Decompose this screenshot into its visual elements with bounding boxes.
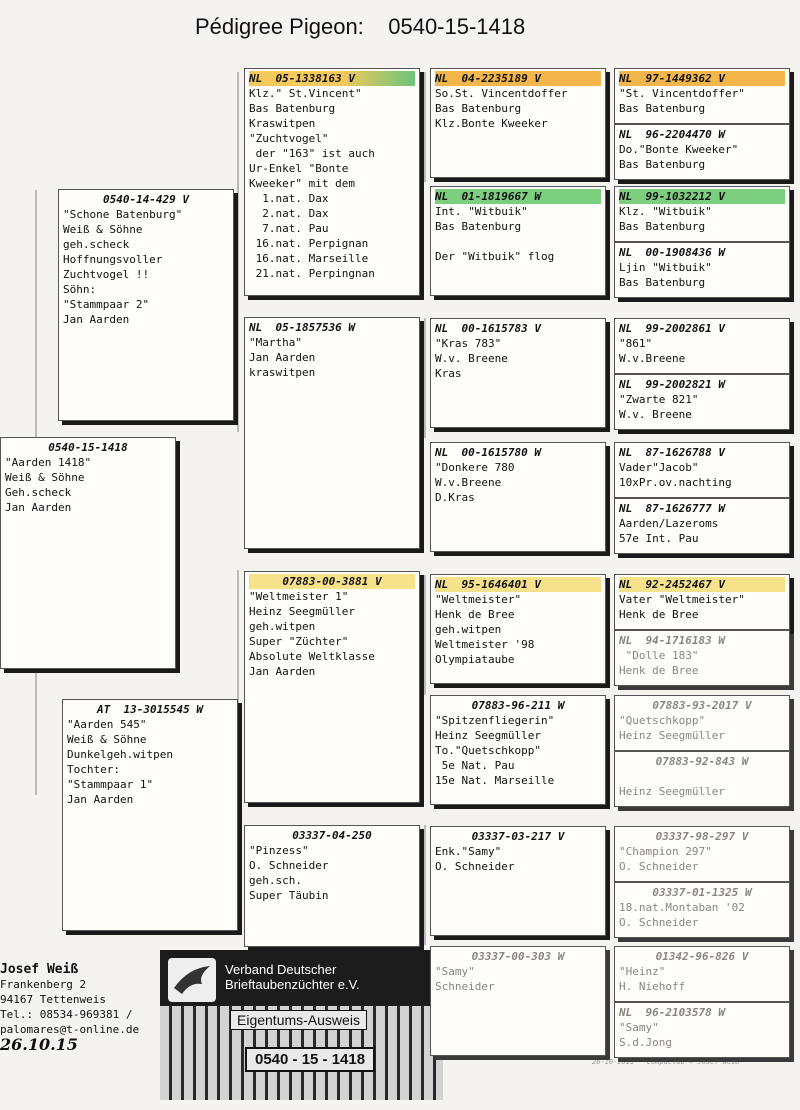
ring-number: NL 00-1615780 W — [435, 446, 541, 459]
great-grandparent-box — [430, 946, 606, 1056]
ring-number: 03337-04-250 — [292, 829, 372, 842]
info-line: 1.nat. Dax — [249, 192, 329, 205]
info-line: So.St. Vincentdoffer — [435, 87, 568, 100]
info-line: "861" — [619, 337, 653, 350]
info-line: "Champion 297" — [619, 845, 712, 858]
info-line: Super "Züchter" — [249, 635, 349, 648]
ring-number: NL 99-1032212 V — [619, 189, 785, 204]
connector-line — [424, 318, 426, 438]
info-line: Heinz Seegmüller — [619, 729, 725, 742]
info-line: 21.nat. Perpingnan — [249, 267, 375, 280]
info-line: kraswitpen — [249, 366, 316, 379]
ancestor-box — [614, 1002, 790, 1058]
info-line: 18.nat.Montaban '02 — [619, 901, 745, 914]
info-line: Heinz Seegmüller — [435, 729, 541, 742]
info-line: H. Niehoff — [619, 980, 686, 993]
info-line: Bas Batenburg — [619, 158, 706, 171]
info-line: geh.witpen — [249, 620, 316, 633]
ancestor-box — [614, 882, 790, 938]
info-line: Söhn: — [63, 283, 97, 296]
info-line: Vader"Jacob" — [619, 461, 699, 474]
ancestor-box — [614, 630, 790, 686]
card-label: Eigentums-Ausweis — [230, 1010, 367, 1030]
info-line: O. Schneider — [619, 860, 699, 873]
ring-number: AT 13-3015545 W — [97, 703, 203, 716]
great-grandparent-box — [430, 186, 606, 296]
ring-number: 03337-00-303 W — [471, 950, 565, 963]
info-line: "Quetschkopp" — [619, 714, 706, 727]
ring-number: 07883-96-211 W — [471, 699, 565, 712]
info-line: 16.nat. Perpignan — [249, 237, 369, 250]
info-line: To."Quetschkopp" — [435, 744, 541, 757]
ring-number: NL 04-2235189 V — [435, 71, 601, 86]
info-line: Bas Batenburg — [435, 220, 522, 233]
ancestor-box — [614, 374, 790, 430]
info-line: 57e Int. Pau — [619, 532, 699, 545]
info-line: Klz. "Witbuik" — [619, 205, 712, 218]
ring-number: 0540-15-1418 — [48, 441, 128, 454]
info-line: "Dolle 183" — [619, 649, 699, 662]
ancestor-box — [614, 318, 790, 374]
ring-number: NL 92-2452467 V — [619, 577, 785, 592]
ring-number: NL 95-1646401 V — [435, 577, 601, 592]
ring-number: NL 96-2204470 W — [619, 128, 725, 141]
dam-box — [62, 699, 238, 931]
info-line: O. Schneider — [249, 859, 329, 872]
info-line: "Weltmeister 1" — [249, 590, 349, 603]
info-line: Henk de Bree — [619, 664, 699, 677]
info-line: Weiß & Söhne — [63, 223, 143, 236]
info-line: S.d.Jong — [619, 1036, 672, 1049]
ring-number: NL 97-1449362 V — [619, 71, 785, 86]
info-line: Heinz Seegmüller — [249, 605, 355, 618]
subject-box — [0, 437, 176, 669]
ancestor-box — [614, 826, 790, 882]
card-ring-number: 0540 - 15 - 1418 — [245, 1047, 375, 1072]
great-grandparent-box — [430, 68, 606, 178]
info-line: 16.nat. Marseille — [249, 252, 369, 265]
ring-number: 03337-03-217 V — [471, 830, 565, 843]
info-line: "Stammpaar 1" — [67, 778, 154, 791]
info-line — [435, 234, 601, 249]
owner-city: 94167 Tettenweis — [0, 993, 106, 1006]
info-line: "Stammpaar 2" — [63, 298, 150, 311]
info-line: "Donkere 780 — [435, 461, 515, 474]
page-title: Pédigree Pigeon: 0540-15-1418 — [195, 14, 526, 39]
ancestor-box — [614, 695, 790, 751]
grandparent-box — [244, 317, 420, 549]
ring-number: 01342-96-826 V — [655, 950, 749, 963]
info-line: "Martha" — [249, 336, 302, 349]
info-line: Bas Batenburg — [619, 276, 706, 289]
info-line: "Aarden 1418" — [5, 456, 92, 469]
info-line: W.v.Breene — [435, 476, 502, 489]
info-line: 5e Nat. Pau — [435, 759, 515, 772]
info-line: Jan Aarden — [67, 793, 134, 806]
info-line: geh.witpen — [435, 623, 502, 636]
ancestor-box — [614, 946, 790, 1002]
info-line: Super Täubin — [249, 889, 329, 902]
info-line: Henk de Bree — [619, 608, 699, 621]
info-line: Jan Aarden — [249, 351, 316, 364]
info-line: "Spitzenfliegerin" — [435, 714, 555, 727]
info-line: Weiß & Söhne — [67, 733, 147, 746]
ring-number: NL 87-1626788 V — [619, 446, 725, 459]
info-line: "Heinz" — [619, 965, 666, 978]
info-line: W.v. Breene — [435, 352, 508, 365]
info-line: Kras — [435, 367, 462, 380]
handwritten-date: 26.10.15 — [0, 1035, 78, 1054]
ring-number: NL 01-1819667 W — [435, 189, 601, 204]
pigeon-emblem-icon — [168, 958, 216, 1002]
info-line: Heinz Seegmüller — [619, 785, 725, 798]
info-line: 2.nat. Dax — [249, 207, 329, 220]
footer-text: 26-10-2015 Compuclub © Josef Weiß — [592, 1058, 740, 1066]
ring-number: 07883-00-3881 V — [249, 574, 415, 589]
ancestor-box — [614, 186, 790, 242]
connector-line — [35, 190, 37, 440]
info-line: "Zuchtvogel" — [249, 132, 329, 145]
ring-number: 07883-93-2017 V — [652, 699, 752, 712]
owner-name: Josef Weiß — [0, 962, 79, 977]
info-line: O. Schneider — [619, 916, 699, 929]
info-line: Absolute Weltklasse — [249, 650, 375, 663]
info-line: Bas Batenburg — [619, 102, 706, 115]
ring-number: NL 94-1716183 W — [619, 634, 725, 647]
great-grandparent-box — [430, 574, 606, 684]
info-line: "Schone Batenburg" — [63, 208, 183, 221]
connector-line — [424, 575, 426, 695]
great-grandparent-box — [430, 695, 606, 805]
ring-number: 07883-92-843 W — [655, 755, 749, 768]
connector-line — [237, 72, 239, 432]
info-line: Aarden/Lazeroms — [619, 517, 719, 530]
owner-street: Frankenberg 2 — [0, 978, 87, 991]
grandparent-box — [244, 825, 420, 947]
info-line: Dunkelgeh.witpen — [67, 748, 173, 761]
info-line: Olympiataube — [435, 653, 515, 666]
info-line: Weiß & Söhne — [5, 471, 85, 484]
info-line: Geh.scheck — [5, 486, 72, 499]
owner-tel: Tel.: 08534-969381 / — [0, 1008, 133, 1021]
info-line: O. Schneider — [435, 860, 515, 873]
great-grandparent-box — [430, 826, 606, 936]
info-line: Enk."Samy" — [435, 845, 502, 858]
great-grandparent-box — [430, 318, 606, 428]
info-line: Vater "Weltmeister" — [619, 593, 745, 606]
organization-name: Verband Deutscher Brieftaubenzüchter e.V. — [225, 962, 360, 992]
ancestor-box — [614, 442, 790, 498]
info-line: geh.sch. — [249, 874, 302, 887]
ancestor-box — [614, 242, 790, 298]
ring-number: NL 96-2103578 W — [619, 1006, 725, 1019]
info-line: Tochter: — [67, 763, 120, 776]
ring-number: NL 99-2002861 V — [619, 322, 725, 335]
ring-number: NL 05-1338163 V — [249, 71, 415, 86]
connector-line — [424, 825, 426, 945]
ancestor-box — [614, 751, 790, 807]
info-line: Int. "Witbuik" — [435, 205, 528, 218]
ring-number: 03337-01-1325 W — [652, 886, 752, 899]
info-line: Bas Batenburg — [435, 102, 522, 115]
info-line: Hoffnungsvoller — [63, 253, 163, 266]
info-line: "St. Vincentdoffer" — [619, 87, 745, 100]
ancestor-box — [614, 498, 790, 554]
info-line: Zuchtvogel !! — [63, 268, 150, 281]
connector-line — [35, 665, 37, 795]
info-line: 7.nat. Pau — [249, 222, 329, 235]
info-line: Jan Aarden — [5, 501, 72, 514]
info-line: Henk de Bree — [435, 608, 515, 621]
info-line: W.v.Breene — [619, 352, 686, 365]
info-line: Kweeker" mit dem — [249, 177, 355, 190]
info-line: "Pinzess" — [249, 844, 309, 857]
info-line: D.Kras — [435, 491, 475, 504]
info-line: W.v. Breene — [619, 408, 692, 421]
info-line: "Samy" — [435, 965, 475, 978]
info-line — [619, 769, 785, 784]
info-line: "Aarden 545" — [67, 718, 147, 731]
info-line: Klz.Bonte Kweeker — [435, 117, 548, 130]
info-line: geh.scheck — [63, 238, 130, 251]
ancestor-box — [614, 68, 790, 124]
grandparent-box — [244, 68, 420, 296]
great-grandparent-box — [430, 442, 606, 552]
connector-line — [424, 72, 426, 182]
ring-number: NL 00-1908436 W — [619, 246, 725, 259]
ring-number: NL 00-1615783 V — [435, 322, 541, 335]
info-line: Bas Batenburg — [619, 220, 706, 233]
grandparent-box — [244, 571, 420, 803]
ring-number: NL 05-1857536 W — [249, 321, 355, 334]
info-line: der "163" ist auch — [249, 147, 375, 160]
info-line: 15e Nat. Marseille — [435, 774, 555, 787]
info-line: "Samy" — [619, 1021, 659, 1034]
info-line: 10xPr.ov.nachting — [619, 476, 732, 489]
info-line: Do."Bonte Kweeker" — [619, 143, 739, 156]
ancestor-box — [614, 574, 790, 630]
info-line: "Weltmeister" — [435, 593, 522, 606]
info-line: Jan Aarden — [63, 313, 130, 326]
info-line: Klz." St.Vincent" — [249, 87, 362, 100]
sire-box — [58, 189, 234, 421]
ring-number: NL 99-2002821 W — [619, 378, 725, 391]
info-line: Jan Aarden — [249, 665, 316, 678]
ring-number: 0540-14-429 V — [102, 193, 190, 206]
info-line: "Kras 783" — [435, 337, 502, 350]
ownership-card — [160, 950, 443, 1100]
info-line: Weltmeister '98 — [435, 638, 535, 651]
info-line: Der "Witbuik" flog — [435, 250, 555, 263]
info-line: Ljin "Witbuik" — [619, 261, 712, 274]
info-line: "Zwarte 821" — [619, 393, 699, 406]
owner-block — [0, 962, 139, 1052]
owner-email: palomares@t-online.de — [0, 1023, 140, 1036]
ring-number: NL 87-1626777 W — [619, 502, 725, 515]
info-line: Kraswitpen — [249, 117, 316, 130]
ancestor-box — [614, 124, 790, 180]
info-line: Schneider — [435, 980, 495, 993]
ring-number: 03337-98-297 V — [655, 830, 749, 843]
info-line: Bas Batenburg — [249, 102, 336, 115]
info-line: Ur-Enkel "Bonte — [249, 162, 349, 175]
